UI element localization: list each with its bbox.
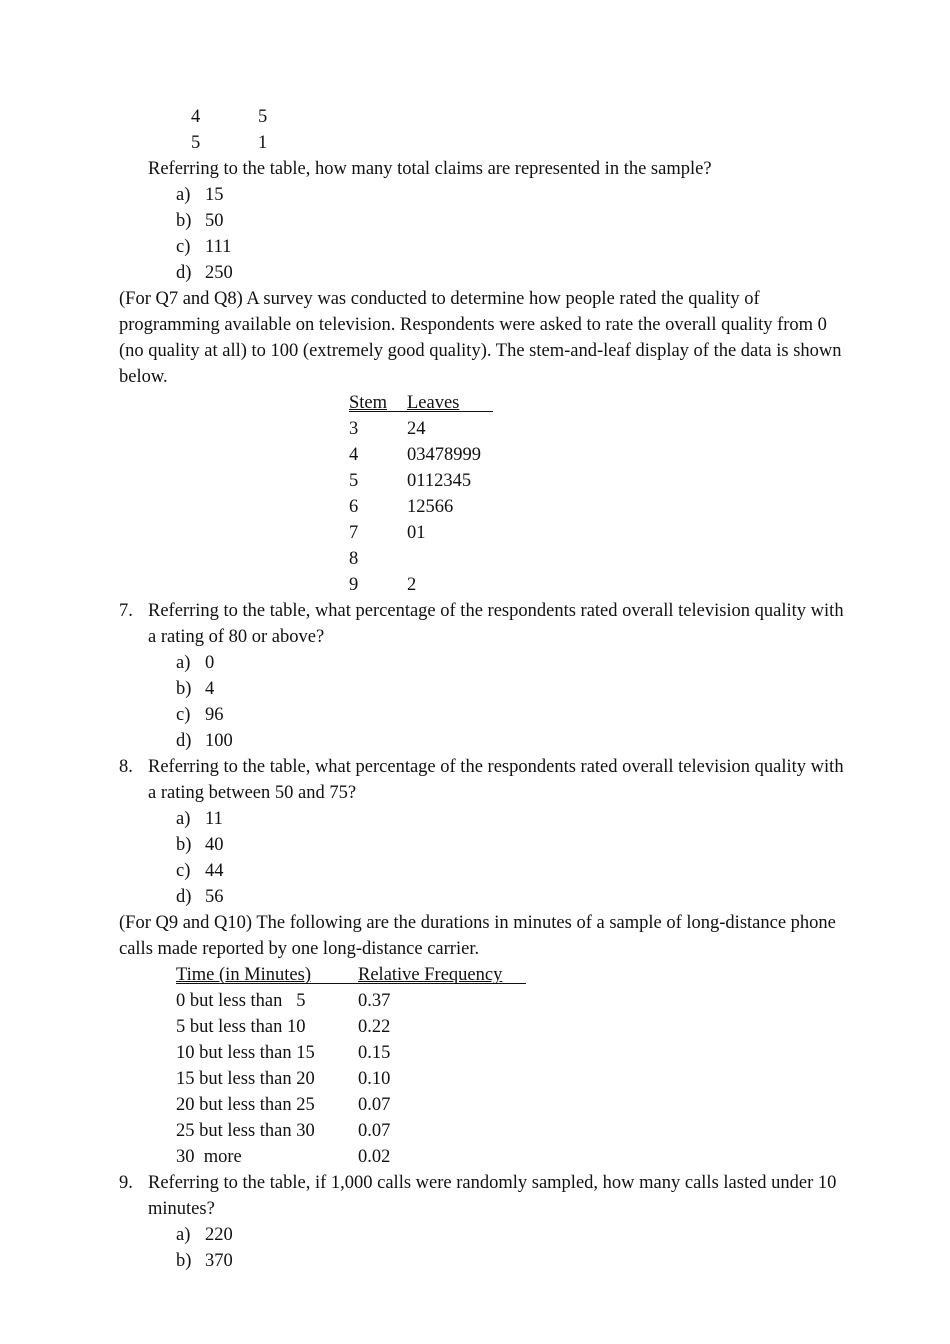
option-letter: a)	[176, 1225, 191, 1245]
header-rule	[176, 983, 526, 984]
stem-cell: 7	[349, 523, 359, 543]
stem-header: Stem	[349, 393, 388, 413]
question-text: Referring to the table, what percentage of the respondents rated overall television quality with a rating of 80 or above?	[148, 601, 844, 647]
option-text: 96	[205, 705, 224, 725]
stem-cell: 4	[349, 445, 359, 465]
freq-cell: 0.15	[358, 1043, 391, 1063]
time-cell: 0 but less than 5	[176, 991, 306, 1011]
option-text: 50	[205, 211, 224, 231]
time-cell: 10 but less than 15	[176, 1043, 315, 1063]
freq-cell: 0.02	[358, 1147, 391, 1167]
freq-cell: 0.37	[358, 991, 391, 1011]
claims-cell: 4	[191, 107, 201, 127]
leaves-cell: 24	[407, 419, 426, 439]
leaves-cell: 2	[407, 575, 417, 595]
stem-cell: 8	[349, 549, 359, 569]
option-letter: d)	[176, 887, 192, 907]
option-letter: c)	[176, 237, 191, 257]
question-text: Referring to the table, what percentage of the respondents rated overall television quality with a rating between 50 and 75?	[148, 757, 844, 803]
question-number: 8.	[119, 757, 133, 777]
time-cell: 15 but less than 20	[176, 1069, 315, 1089]
freq-cell: 0.07	[358, 1095, 391, 1115]
option-text: 111	[205, 237, 232, 257]
question-text: Referring to the table, how many total claims are represented in the sample?	[148, 159, 712, 179]
time-cell: 30 more	[176, 1147, 242, 1167]
leaves-cell: 12566	[407, 497, 454, 517]
option-letter: c)	[176, 705, 191, 725]
time-header: Time (in Minutes)	[176, 965, 311, 985]
time-cell: 25 but less than 30	[176, 1121, 315, 1141]
option-letter: a)	[176, 809, 191, 829]
option-letter: a)	[176, 653, 191, 673]
intro-q7-q8: (For Q7 and Q8) A survey was conducted to determine how people rated the quality of programming available on television. Respondents were asked to rate the overall quality from 0 (no quality at all) to 100 (extremely good quality). The stem-and-leaf display of the data is shown below.	[119, 289, 842, 387]
option-text: 370	[205, 1251, 233, 1271]
option-text: 220	[205, 1225, 233, 1245]
leaves-cell: 0112345	[407, 471, 472, 491]
question-text: Referring to the table, if 1,000 calls were randomly sampled, how many calls lasted under 10 minutes?	[148, 1173, 837, 1219]
intro-q9-q10: (For Q9 and Q10) The following are the durations in minutes of a sample of long-distance phone calls made reported by one long-distance carrier.	[119, 913, 836, 959]
time-cell: 5 but less than 10	[176, 1017, 306, 1037]
option-letter: b)	[176, 1251, 192, 1271]
freq-cell: 0.07	[358, 1121, 391, 1141]
claims-cell: 1	[258, 133, 268, 153]
freq-cell: 0.22	[358, 1017, 391, 1037]
question-number: 7.	[119, 601, 133, 621]
freq-cell: 0.10	[358, 1069, 391, 1089]
claims-cell: 5	[191, 133, 201, 153]
stem-cell: 6	[349, 497, 359, 517]
option-text: 250	[205, 263, 233, 283]
option-text: 100	[205, 731, 233, 751]
leaves-header: Leaves	[407, 393, 460, 413]
stem-cell: 9	[349, 575, 359, 595]
option-letter: b)	[176, 835, 192, 855]
question-number: 9.	[119, 1173, 133, 1193]
option-text: 11	[205, 809, 223, 829]
option-text: 40	[205, 835, 224, 855]
option-letter: d)	[176, 263, 192, 283]
option-text: 56	[205, 887, 224, 907]
time-cell: 20 but less than 25	[176, 1095, 315, 1115]
option-text: 0	[205, 653, 215, 673]
option-letter: d)	[176, 731, 192, 751]
frequency-header: Relative Frequency	[358, 965, 503, 985]
option-text: 44	[205, 861, 224, 881]
option-letter: c)	[176, 861, 191, 881]
stem-cell: 3	[349, 419, 359, 439]
option-letter: b)	[176, 211, 192, 231]
header-rule	[349, 411, 493, 412]
option-text: 4	[205, 679, 215, 699]
option-text: 15	[205, 185, 224, 205]
claims-cell: 5	[258, 107, 268, 127]
leaves-cell: 03478999	[407, 445, 481, 465]
option-letter: b)	[176, 679, 192, 699]
stem-cell: 5	[349, 471, 359, 491]
leaves-cell: 01	[407, 523, 426, 543]
option-letter: a)	[176, 185, 191, 205]
